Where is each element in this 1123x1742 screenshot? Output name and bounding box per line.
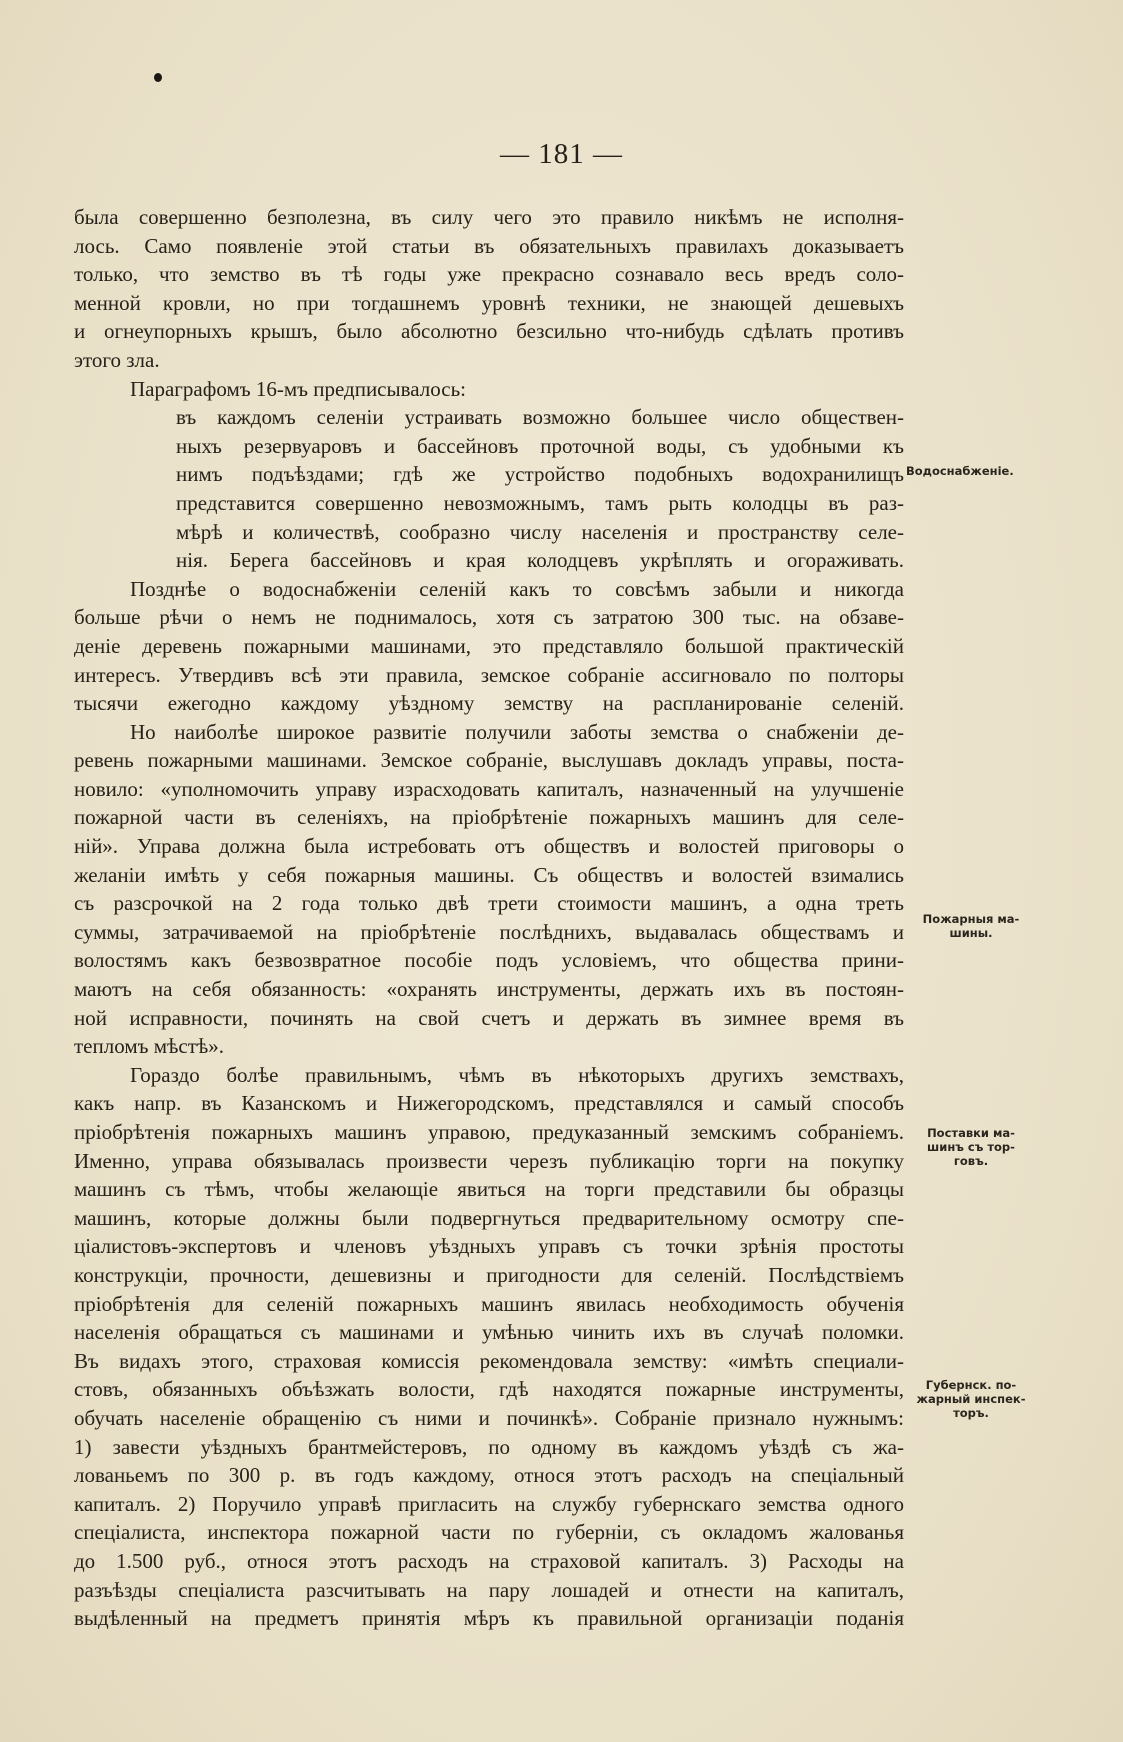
text-line: спеціалиста, инспектора пожарной части по губерніи, съ окладомъ жалованья <box>74 1520 904 1545</box>
text-line: какъ напр. въ Казанскомъ и Нижегородскомъ, представлялся и самый способъ <box>74 1091 904 1116</box>
margin-note-supply-by-tender <box>906 1126 1036 1168</box>
page-number: — 181 — <box>500 138 623 170</box>
text-line: нія. Берега бассейновъ и края колодцевъ укрѣплять и огораживать. <box>176 548 904 573</box>
text-line: ревень пожарными машинами. Земское собраніе, выслушавъ докладъ управы, поста- <box>74 748 904 773</box>
text-line: стовъ, обязанныхъ объѣзжать волости, гдѣ находятся пожарные инструменты, <box>74 1377 904 1402</box>
margin-note-fire-engines <box>906 912 1036 940</box>
margin-note-line: шинъ съ тор- <box>927 1140 1015 1154</box>
margin-note-line: торъ. <box>953 1406 989 1420</box>
text-line: Въ видахъ этого, страховая комиссія рекомендовала земству: «имѣть специали- <box>74 1348 904 1373</box>
text-line: волостямъ какъ безвозвратное пособіе подъ условіемъ, что общества прини- <box>74 948 904 973</box>
text-line: Именно, управа обязывалась произвести черезъ публикацію торги на покупку <box>74 1148 904 1173</box>
text-line: съ разсрочкой на 2 года только двѣ трети стоимости машинъ, а одна треть <box>74 891 904 916</box>
paragraph <box>74 718 904 1061</box>
text-line: выдѣленный на предметъ принятія мѣръ къ правильной организаціи поданія <box>74 1606 904 1631</box>
text-line: машинъ съ тѣмъ, чтобы желающіе явиться на торги представили бы образцы <box>74 1177 904 1202</box>
text-line: представится совершенно невозможнымъ, тамъ рыть колодцы въ раз- <box>176 490 904 515</box>
text-line: ной исправности, починять на свой счетъ и держать въ зимнее время въ <box>74 1005 904 1030</box>
text-line: машинъ, которые должны были подвергнуться предварительному осмотру спе- <box>74 1205 904 1230</box>
text-line: капиталъ. 2) Поручило управѣ пригласить на службу губернскаго земства одного <box>74 1491 904 1516</box>
margin-note-line: шины. <box>949 926 993 940</box>
text-line: населенія обращаться съ машинами и умѣнью чинить ихъ въ случаѣ поломки. <box>74 1320 904 1345</box>
margin-note-line: Поставки ма- <box>927 1126 1015 1140</box>
text-line: 1) завести уѣздныхъ брантмейстеровъ, по одному въ каждомъ уѣздѣ съ жа- <box>74 1434 904 1459</box>
text-line: тысячи ежегодно каждому уѣздному земству на распланированіе селеній. <box>74 691 904 716</box>
margin-note-line: Пожарныя ма- <box>922 912 1020 926</box>
text-line: ціалистовъ-экспертовъ и членовъ уѣздныхъ управъ съ точки зрѣнія простоты <box>74 1234 904 1259</box>
text-line: пріобрѣтенія для селеній пожарныхъ машинъ явилась необходимость обученія <box>74 1291 904 1316</box>
ink-speck <box>154 73 162 82</box>
text-line: пожарной части въ селеніяхъ, на пріобрѣтеніе пожарныхъ машинъ для селе- <box>74 805 904 830</box>
text-line: Но наиболѣе широкое развитіе получили заботы земства о снабженіи де- <box>130 719 904 744</box>
margin-note-line: жарный инспек- <box>916 1392 1026 1406</box>
margin-note-line: Водоснабженіе. <box>906 464 1014 478</box>
text-line: желаніи имѣть у себя пожарныя машины. Съ обществъ и волостей взимались <box>74 862 904 887</box>
text-line: деніе деревень пожарными машинами, это представляло большой практическій <box>74 633 904 658</box>
text-line: конструкціи, прочности, дешевизны и пригодности для селеній. Послѣдствіемъ <box>74 1262 904 1287</box>
text-line: и огнеупорныхъ крышъ, было абсолютно безсильно что-нибудь сдѣлать противъ <box>74 319 904 344</box>
quoted-rule <box>74 403 904 575</box>
text-line: лованьемъ по 300 р. въ годъ каждому, относя этотъ расходъ на спеціальный <box>74 1463 904 1488</box>
text-line: только, что земство въ тѣ годы уже прекрасно сознавало весь вредъ соло- <box>74 262 904 287</box>
text-line: ній». Управа должна была истребовать отъ обществъ и волостей приговоры о <box>74 834 904 859</box>
text-line: Параграфомъ 16-мъ предписывалось: <box>130 376 466 401</box>
text-line: новило: «уполномочить управу израсходовать капиталъ, назначенный на улучшеніе <box>74 776 904 801</box>
text-line: суммы, затрачиваемой на пріобрѣтеніе послѣднихъ, выдавалась обществамъ и <box>74 919 904 944</box>
text-line: мѣрѣ и количествѣ, сообразно числу населенія и пространству селе- <box>176 519 904 544</box>
text-line: Гораздо болѣе правильнымъ, чѣмъ въ нѣкоторыхъ другихъ земствахъ, <box>130 1062 904 1087</box>
text-line: нимъ подъѣздами; гдѣ же устройство подобныхъ водохранилищъ <box>176 462 904 487</box>
margin-note-water-supply <box>906 464 1044 478</box>
paragraph <box>74 203 904 375</box>
margin-note-line: говъ. <box>953 1154 989 1168</box>
paragraph <box>74 375 904 404</box>
text-line: этого зла. <box>74 347 160 372</box>
margin-note-fire-inspector <box>906 1378 1036 1420</box>
text-line: пріобрѣтенія пожарныхъ машинъ управою, предуказанный земскимъ собраніемъ. <box>74 1120 904 1144</box>
paragraph <box>74 575 904 718</box>
text-line: въ каждомъ селеніи устраивать возможно большее число обществен- <box>176 405 904 430</box>
text-line: разъѣзды спеціалиста разсчитывать на пару лошадей и отнести на капиталъ, <box>74 1577 904 1602</box>
text-line: обучать населеніе обращенію съ ними и починкѣ». Собраніе признало нужнымъ: <box>74 1405 904 1430</box>
text-line: ныхъ резервуаровъ и бассейновъ проточной воды, съ удобными къ <box>176 433 904 458</box>
text-line: менной кровли, но при тогдашнемъ уровнѣ техники, не знающей дешевыхъ <box>74 290 904 315</box>
text-line: до 1.500 руб., относя этотъ расходъ на страховой капиталъ. 3) Расходы на <box>74 1548 904 1573</box>
margin-note-line: Губернск. по- <box>925 1378 1017 1392</box>
paragraph <box>74 1061 904 1633</box>
text-line: тепломъ мѣстѣ». <box>74 1034 225 1059</box>
main-text <box>74 203 904 1633</box>
text-line: интересъ. Утвердивъ всѣ эти правила, земское собраніе ассигновало по полторы <box>74 662 904 687</box>
text-line: была совершенно безполезна, въ силу чего это правило никѣмъ не исполня- <box>74 205 904 229</box>
text-line: больше рѣчи о немъ не поднималось, хотя съ затратою 300 тыс. на обзаве- <box>74 605 904 630</box>
text-line: лось. Само появленіе этой статьи въ обязательныхъ правилахъ доказываетъ <box>74 233 904 258</box>
text-line: Позднѣе о водоснабженіи селеній какъ то совсѣмъ забыли и никогда <box>130 576 904 601</box>
text-line: маютъ на себя обязанность: «охранять инструменты, держать ихъ въ постоян- <box>74 977 904 1002</box>
